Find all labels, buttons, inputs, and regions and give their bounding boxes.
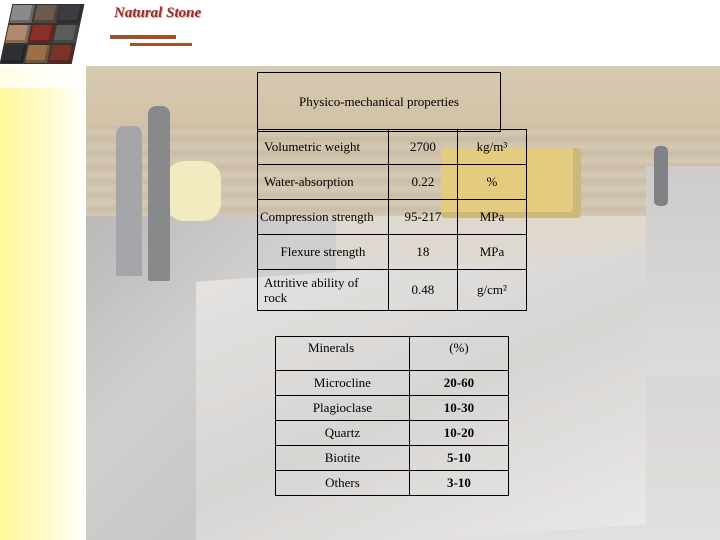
property-name: Flexure strength <box>258 235 389 270</box>
table-row <box>276 371 509 396</box>
property-name: Attritive ability of rock <box>258 270 389 311</box>
property-unit: MPa <box>457 235 526 270</box>
property-value: 0.48 <box>388 270 457 311</box>
table-row <box>258 200 527 235</box>
property-value: 95-217 <box>388 200 457 235</box>
title-underline-bar <box>110 35 176 39</box>
page-title: Natural Stone <box>114 5 202 21</box>
minerals-header-label: Minerals <box>276 337 410 371</box>
table-header-row <box>276 337 509 371</box>
minerals-table <box>275 336 509 496</box>
property-name: Compression strength <box>258 200 389 235</box>
property-value: 0.22 <box>388 165 457 200</box>
table-row <box>258 165 527 200</box>
mineral-percent: 10-30 <box>409 396 508 421</box>
mineral-percent: 10-20 <box>409 421 508 446</box>
property-unit: % <box>457 165 526 200</box>
minerals-header-unit: (%) <box>409 337 508 371</box>
mineral-percent: 20-60 <box>409 371 508 396</box>
property-value: 18 <box>388 235 457 270</box>
table-row <box>258 270 527 311</box>
mineral-name: Biotite <box>276 446 410 471</box>
table-row <box>258 235 527 270</box>
property-unit: MPa <box>457 200 526 235</box>
table-row <box>258 130 527 165</box>
properties-table <box>257 129 527 311</box>
mineral-name: Quartz <box>276 421 410 446</box>
property-name: Volumetric weight <box>258 130 389 165</box>
mineral-percent: 3-10 <box>409 471 508 496</box>
title-underline-bar-2 <box>130 43 192 46</box>
property-name: Water-absorption <box>258 165 389 200</box>
left-decorative-strip <box>0 88 86 540</box>
table-row <box>276 471 509 496</box>
property-unit: kg/m³ <box>457 130 526 165</box>
mineral-name: Plagioclase <box>276 396 410 421</box>
property-value: 2700 <box>388 130 457 165</box>
properties-title-box <box>257 72 501 132</box>
table-row <box>276 396 509 421</box>
mineral-name: Microcline <box>276 371 410 396</box>
properties-title: Physico-mechanical properties <box>299 94 459 109</box>
stone-cubes-logo <box>0 2 89 66</box>
mineral-name: Others <box>276 471 410 496</box>
mineral-percent: 5-10 <box>409 446 508 471</box>
table-row <box>276 421 509 446</box>
table-row <box>276 446 509 471</box>
property-unit: g/cm² <box>457 270 526 311</box>
left-strip-top <box>0 66 86 90</box>
